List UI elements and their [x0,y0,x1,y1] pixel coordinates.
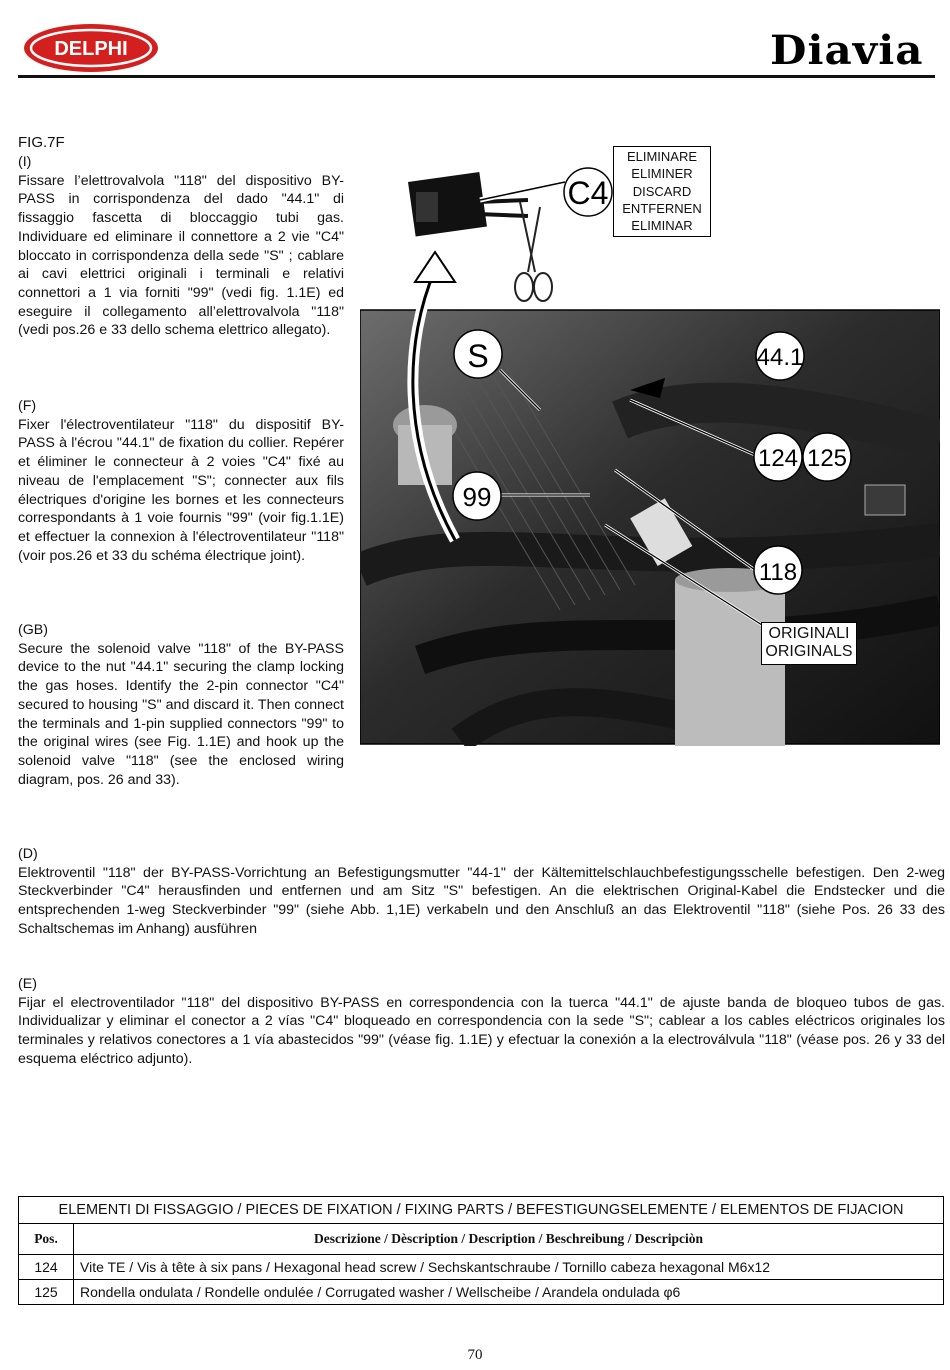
lang-tag-gb: (GB) [18,622,48,638]
label-124: 124 [757,445,799,472]
paragraph-e-text: Fijar el electroventilador "118" del dispositivo BY-PASS en correspondencia con la tuerca "44.1" de ajuste banda de bloqueo tubos de gas. Individualizar y eliminar el conector a 2 vías "C4" bloqueado en correspondencia con la sede "S"; cablear a los cables eléctricos originales los terminales y relativos conectores a 1 vía abastecidos "99" (véase fig. 1.1E) y efectuar la conexión a la electroválvula "118" (véase pos. 26 y 33 del esquema eléctrico adjunto). [18,994,945,1067]
label-118: 118 [758,559,798,586]
discard-label-gb: DISCARD [632,183,692,199]
delphi-logo-text: DELPHI [54,38,128,60]
label-44-1: 44.1 [756,344,804,371]
originals-label-box [761,622,857,665]
paragraph-gb [18,621,344,789]
delphi-logo [22,22,160,74]
discard-label-e: ELIMINAR [631,218,693,234]
label-99: 99 [462,482,492,512]
table-cell-pos: 125 [19,1280,74,1305]
table-cell-description: Vite TE / Vis à tête à six pans / Hexagonal head screw / Sechskantschraube / Tornillo cabeza hexagonal M6x12 [74,1255,944,1280]
table-row [19,1280,944,1305]
label-c4: C4 [567,175,609,211]
header-rule [18,75,935,78]
figure-title: FIG.7F [18,134,65,151]
label-125: 125 [806,445,848,472]
discard-label-it: ELIMINARE [626,149,698,164]
diavia-logo: Diavia [770,27,924,74]
table-row [19,1255,944,1280]
originals-label-it: ORIGINALI [768,625,850,642]
lang-tag-it: (I) [18,154,32,170]
discard-label-box [613,146,711,237]
label-s: S [467,338,489,374]
table-cell-description: Rondella ondulata / Rondelle ondulée / Corrugated washer / Wellscheibe / Arandela ondulada φ6 [74,1280,944,1305]
lang-tag-fr: (F) [18,398,37,414]
page-number: 70 [467,1347,483,1363]
discard-label-d: ENTFERNEN [622,200,702,216]
column-header-pos: Pos. [19,1224,74,1255]
paragraph-d-text: Elektroventil "118" der BY-PASS-Vorrichtung an Befestigungsmutter "44-1" der Kältemittelschlauchbefestigungsschelle befestigen. Den 2-weg Steckverbinder "C4" herausfinden und entfernen und am Sitz "S" befestigen. An die elektrischen Original-Kabel die Endstecker und die entsprechenden 1-weg Steckverbinder "99" (siehe Abb. 1,1E) verkabeln und den Anschluß an das Elektroventil "118" (siehe Pos. 26 33 des Schaltschemas im Anhang) ausführen [18,864,945,937]
lang-tag-d: (D) [18,846,38,862]
table-cell-pos: 124 [19,1255,74,1280]
lang-tag-e: (E) [18,976,37,992]
paragraph-e [18,975,945,1069]
table-title: ELEMENTI DI FISSAGGIO / PIECES DE FIXATION / FIXING PARTS / BEFESTIGUNGSELEMENTE / ELEMENTOS DE FIJACION [19,1197,944,1224]
discard-label-fr: ELIMINER [631,166,693,182]
paragraph-it-text: Fissare l’elettrovalvola "118" del dispositivo BY-PASS in corrispondenza del dado "44.1" di fissaggio fascetta di bloccaggio tubi gas. Individuare ed eliminare il connettore a 2 vie "C4" bloccato in corrispondenza della sede "S" ; cablare ai cavi elettrici originali i terminali e relativi connettori a 1 via forniti "99" (vedi fig. 1.1E) ed eseguire il collegamento all’elettrovalvola "118" (vedi pos.26 e 33 dello schema elettrico allegato). [18,172,344,339]
paragraph-it [18,153,344,340]
paragraph-gb-text: Secure the solenoid valve "118" of the BY-PASS device to the nut "44.1" securing the clamp locking the gas hoses. Identify the 2-pin connector "C4" secured to housing "S" and discard it. Then connect the terminals and 1-pin supplied connectors "99" to the original wires (see Fig. 1.1E) and hook up the solenoid valve "118" (see the enclosed wiring diagram, pos. 26 and 33). [18,640,344,788]
fixing-parts-table [18,1196,944,1305]
paragraph-fr-text: Fixer l'électroventilateur "118" du dispositif BY-PASS à l'écrou "44.1" de fixation du collier. Repérer et éliminer le connecteur à 2 voies "C4" fixé au niveau de l'emplacement "S"; connecter aux fils électriques d'origine les bornes et les connecteurs correspondants à 1 voie fournis "99" (voir fig.1.1E) et effectuer la connexion à l'électroventilateur "118" (voir pos.26 et 33 du schéma électrique joint). [18,416,344,564]
column-header-description: Descrizione / Dèscription / Description / Beschreibung / Descripciòn [74,1224,944,1255]
originals-label-gb: ORIGINALS [765,643,853,660]
paragraph-fr [18,397,344,565]
paragraph-d [18,845,945,939]
